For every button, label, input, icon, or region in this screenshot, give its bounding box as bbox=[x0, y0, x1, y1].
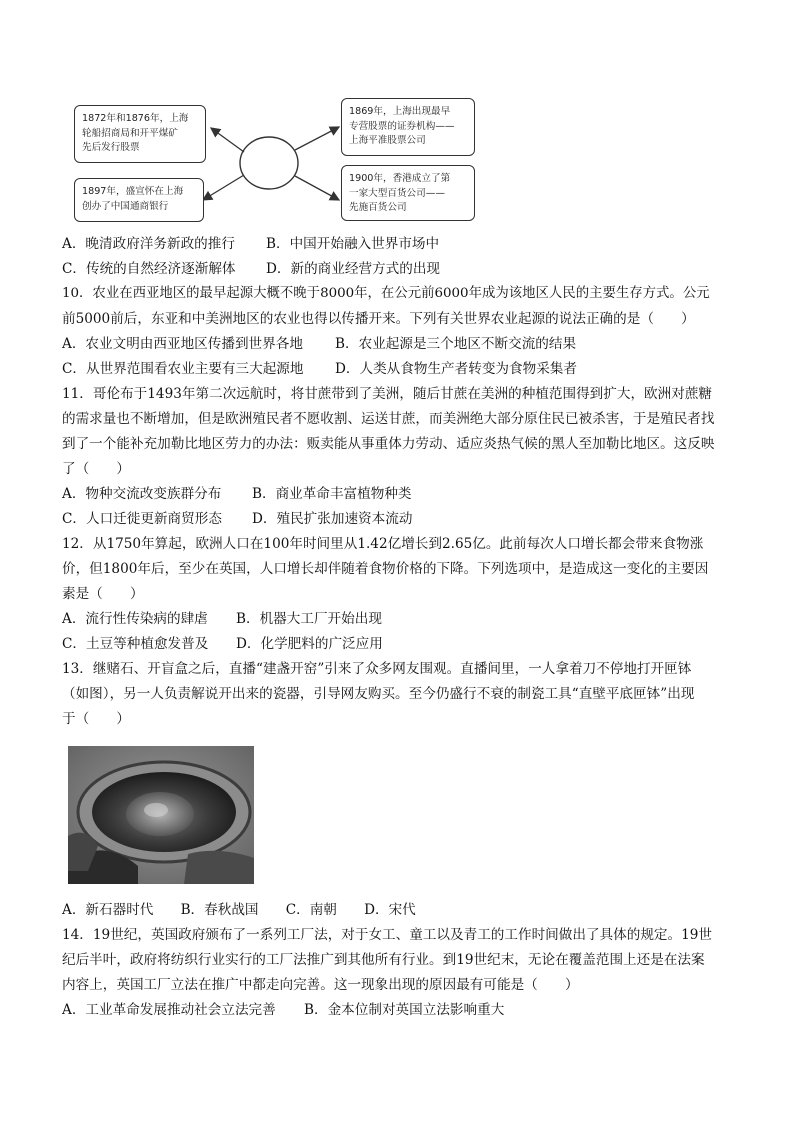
q11-stem-line-3: 到了一个能补充加勒比地区劳力的办法：贩卖能从事重体力劳动、适应炎热气候的黑人至加勒比地区。这反映 bbox=[62, 436, 715, 452]
arrow-top-right bbox=[295, 127, 339, 150]
q13-stem-line-2: （如图），另一人负责解说开出来的瓷器，引导网友购买。至今仍盛行不衰的制瓷工具“直壁平底匣钵”出现 bbox=[62, 686, 695, 702]
diagram-box-top-left bbox=[74, 105, 206, 163]
q11-stem-line-2: 的需求量也不断增加，但是欧洲殖民者不愿收割、运送甘蔗，而美洲绝大部分原住民已被杀害，于是殖民者找 bbox=[62, 411, 715, 427]
diagram-box-top-right bbox=[341, 98, 475, 156]
q10-option-d: D．人类从食物生产者转变为食物采集者 bbox=[335, 361, 577, 377]
q13-options: A．新石器时代 B．春秋战国 C．南朝 D．宋代 bbox=[62, 902, 416, 918]
box-line: 先后发行股票 bbox=[82, 142, 140, 153]
saggar-photo bbox=[68, 746, 254, 884]
diagram-box-bottom-left bbox=[74, 178, 204, 222]
box-line: 1900年，香港成立了第 bbox=[349, 173, 451, 184]
diagram-box-bottom-right bbox=[341, 165, 475, 221]
q10-option-b: B．农业起源是三个地区不断交流的结果 bbox=[335, 336, 577, 352]
q14-option-a: A．工业革命发展推动社会立法完善 bbox=[62, 1002, 276, 1018]
arrow-bottom-right bbox=[295, 176, 339, 200]
box-line: 1872年和1876年，上海 bbox=[82, 113, 189, 124]
q10-stem-line-2: 前5000前后，东亚和中美洲地区的农业也得以传播开来。下列有关世界农业起源的说法正确的是（ ） bbox=[62, 311, 695, 327]
q14-option-b: B．金本位制对英国立法影响重大 bbox=[304, 1002, 505, 1018]
q12-option-d: D．化学肥料的广泛应用 bbox=[236, 636, 383, 652]
center-circle bbox=[240, 137, 298, 189]
box-line: 1897年，盛宣怀在上海 bbox=[82, 186, 184, 197]
arrow-top-left bbox=[211, 128, 244, 152]
q11-option-a: A．物种交流改变族群分布 bbox=[62, 486, 222, 502]
q13-stem-line-3: 于（ ） bbox=[62, 711, 130, 727]
q13-stem-line-1: 13．继赌石、开盲盒之后，直播“建盏开窑”引来了众多网友围观。直播间里，一人拿着刀不停地打开匣钵 bbox=[62, 661, 692, 677]
q11-option-b: B．商业革命丰富植物种类 bbox=[252, 486, 412, 502]
q12-stem-line-3: 素是（ ） bbox=[62, 586, 144, 602]
q14-stem-line-1: 14．19世纪，英国政府颁布了一系列工厂法，对于女工、童工以及青工的工作时间做出了具体的规定。19世 bbox=[62, 927, 713, 943]
q14-stem-line-3: 内容上，英国工厂立法在推广中都走向完善。这一现象出现的原因最有可能是（ ） bbox=[62, 977, 579, 993]
box-line: 轮船招商局和开平煤矿 bbox=[82, 127, 178, 139]
q11-stem-line-4: 了（ ） bbox=[62, 461, 130, 477]
box-line: 上海平准股票公司 bbox=[349, 135, 426, 146]
q11-option-c: C．人口迁徙更新商贸形态 bbox=[62, 511, 222, 527]
box-line: 一家大型百货公司—— bbox=[349, 187, 445, 199]
box-line: 专营股票的证券机构—— bbox=[349, 120, 455, 132]
arrow-bottom-left bbox=[203, 175, 244, 200]
q9-option-c: C．传统的自然经济逐渐解体 bbox=[62, 261, 236, 277]
q12-stem-line-1: 12．从1750年算起，欧洲人口在100年时间里从1.42亿增长到2.65亿。此前每次人口增长都会带来食物涨 bbox=[62, 536, 704, 552]
q12-option-b: B．机器大工厂开始出现 bbox=[236, 611, 382, 627]
q9-option-b: B．中国开始融入世界市场中 bbox=[266, 236, 440, 252]
box-line: 创办了中国通商银行 bbox=[82, 200, 169, 212]
q12-option-c: C．土豆等种植愈发普及 bbox=[62, 636, 209, 652]
q9-option-d: D．新的商业经营方式的出现 bbox=[266, 261, 441, 277]
box-line: 1869年，上海出现最早 bbox=[349, 106, 451, 117]
q10-option-a: A．农业文明由西亚地区传播到世界各地 bbox=[62, 336, 303, 352]
q10-stem-line-1: 10．农业在西亚地区的最早起源大概不晚于8000年，在公元前6000年成为该地区人民的主要生存方式。公元 bbox=[62, 286, 710, 301]
box-line: 先施百货公司 bbox=[349, 202, 407, 213]
q11-stem-line-1: 11．哥伦布于1493年第二次远航时，将甘蔗带到了美洲，随后甘蔗在美洲的种植范围得到扩大，欧洲对蔗糖 bbox=[62, 386, 713, 402]
q12-stem-line-2: 价，但1800年后，至少在英国，人口增长却伴随着食物价格的下降。下列选项中，是造成这一变化的主要因 bbox=[62, 561, 709, 577]
q11-option-d: D．殖民扩张加速资本流动 bbox=[252, 511, 413, 527]
q14-stem-line-2: 纪后半叶，政府将纺织行业实行的工厂法推广到其他所有行业。到19世纪末，无论在覆盖范围上还是在法案 bbox=[62, 952, 705, 968]
q9-option-a: A．晚清政府洋务新政的推行 bbox=[62, 236, 235, 252]
q10-option-c: C．从世界范围看农业主要有三大起源地 bbox=[62, 361, 304, 377]
q12-option-a: A．流行性传染病的肆虐 bbox=[62, 611, 208, 627]
